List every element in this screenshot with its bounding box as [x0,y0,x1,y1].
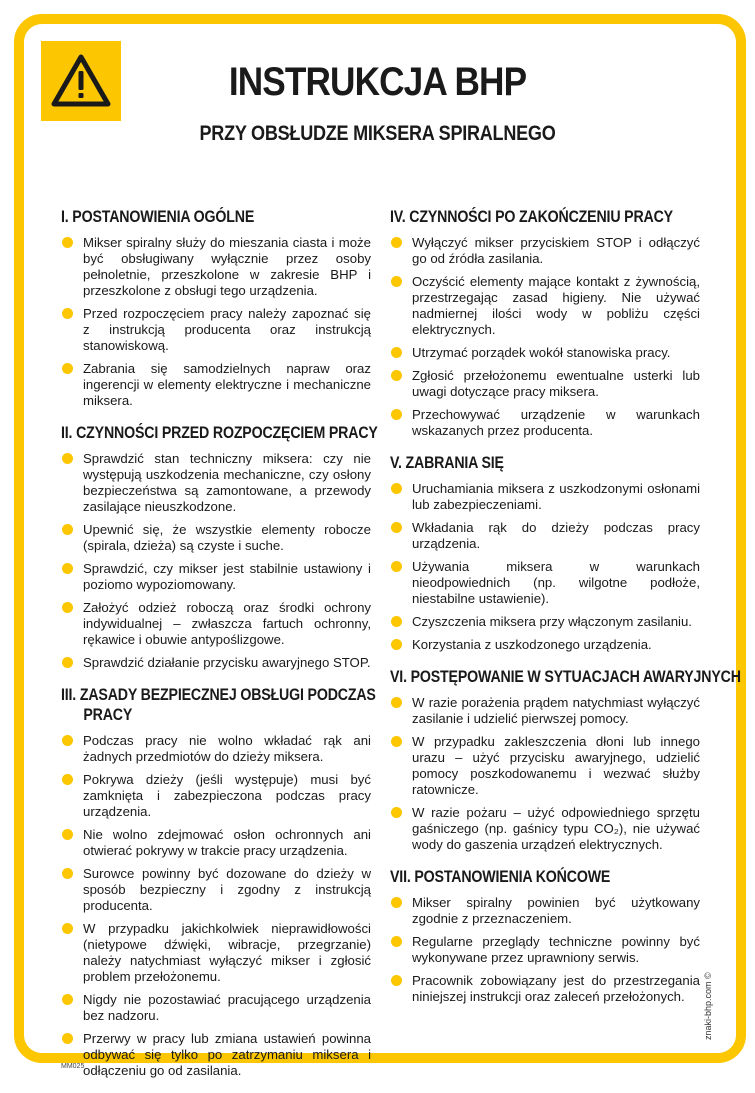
instruction-section [390,667,741,853]
instruction-section [390,207,700,439]
list-item-text: Zgłosić przełożonemu ewentualne usterki lub uwagi dotyczące pracy miksera. [412,368,700,399]
list-item-text: W przypadku zakleszczenia dłoni lub innego urazu – użyć przycisku awaryjnego, udzielić pomocy poszkodowanemu i wezwać służby ratownicze. [412,734,700,797]
list-item-text: Przechowywać urządzenie w warunkach wskazanych przez producenta. [412,407,700,438]
list-item [390,973,700,1005]
list-item [390,274,700,338]
section-list [390,235,700,439]
list-item [390,520,700,552]
bullet-dot-icon [62,308,73,319]
bullet-dot-icon [62,453,73,464]
list-item-text: Pokrywa dzieży (jeśli występuje) musi być zamknięta i zabezpieczona podczas pracy urządzenia. [83,772,371,819]
list-item-text: Założyć odzież roboczą oraz środki ochrony indywidualnej – zwłaszcza fartuch ochronny, rękawice i obuwie antypoślizgowe. [83,600,371,647]
list-item [61,235,371,299]
list-item-text: W razie porażenia prądem natychmiast wyłączyć zasilanie i udzielić pierwszej pomocy. [412,695,700,726]
section-title-text: I. POSTANOWIENIA OGÓLNE [61,208,255,226]
bullet-dot-icon [62,994,73,1005]
list-item-text: Upewnić się, że wszystkie elementy robocze (spirala, dzieża) są czyste i suche. [83,522,371,553]
list-item [61,522,371,554]
list-item-text: Przerwy w pracy lub zmiana ustawień powinna odbywać się tylko po zatrzymaniu miksera i odłączeniu go od zasilania. [83,1031,371,1078]
list-item [61,361,371,409]
list-item-text: Utrzymać porządek wokół stanowiska pracy. [412,345,671,360]
bullet-dot-icon [391,936,402,947]
bullet-dot-icon [391,736,402,747]
bullet-dot-icon [391,697,402,708]
list-item [61,827,371,859]
list-item-text: Regularne przeglądy techniczne powinny być wykonywane przez uprawniony serwis. [412,934,700,965]
bullet-dot-icon [62,923,73,934]
instruction-section [61,423,378,671]
section-title [61,685,376,725]
bullet-dot-icon [62,735,73,746]
section-list [61,733,371,1079]
list-item [390,614,700,630]
list-item [61,772,371,820]
list-item-text: Uruchamiania miksera z uszkodzonymi osłonami lub zabezpieczeniami. [412,481,700,512]
instruction-section [61,685,376,1079]
section-list [61,451,371,671]
section-title [61,207,328,227]
list-item [61,992,371,1024]
list-item [390,407,700,439]
left-column [61,207,378,1093]
list-item [390,934,700,966]
bullet-dot-icon [62,237,73,248]
list-item-text: Wkładania rąk do dzieży podczas pracy urządzenia. [412,520,700,551]
instruction-section [390,453,700,653]
list-item [61,600,371,648]
bullet-dot-icon [391,237,402,248]
list-item [390,895,700,927]
list-item-text: Czyszczenia miksera przy włączonym zasilaniu. [412,614,692,629]
bullet-dot-icon [391,561,402,572]
bullet-dot-icon [62,868,73,879]
list-item [61,561,371,593]
section-title-text: IV. CZYNNOŚCI PO ZAKOŃCZENIU PRACY [390,208,673,226]
list-item-text: Sprawdzić stan techniczny miksera: czy nie występują uszkodzenia mechaniczne, czy osłony bezpieczeństwa są zamontowane, a przewody zasilające nieuszkodzone. [83,451,371,514]
bullet-dot-icon [391,370,402,381]
section-title [61,423,378,443]
list-item [390,235,700,267]
list-item [390,368,700,400]
instruction-section [61,207,371,409]
list-item-text: Mikser spiralny służy do mieszania ciasta i może być obsługiwany wyłącznie przez osoby pełnoletnie, przeszkolone w zakresie BHP i przeszkolone z obsługi tego urządzenia. [83,235,371,298]
bullet-dot-icon [62,602,73,613]
section-title [390,667,741,687]
list-item [61,1031,371,1079]
bullet-dot-icon [391,807,402,818]
copyright-note: znaki-bhp.com © [703,972,713,1040]
list-item [390,805,700,853]
list-item-text: Używania miksera w warunkach nieodpowiednich (np. wilgotne podłoże, niestabilne ustawienie). [412,559,700,606]
list-item-text: W razie pożaru – użyć odpowiedniego sprzętu gaśniczego (np. gaśnicy typu CO₂), nie używać wody do gaszenia urządzeń elektrycznych. [412,805,700,852]
list-item [390,481,700,513]
list-item [390,345,700,361]
list-item [61,733,371,765]
list-item-text: Wyłączyć mikser przyciskiem STOP i odłączyć go od źródła zasilania. [412,235,700,266]
list-item-text: Korzystania z uszkodzonego urządzenia. [412,637,652,652]
bullet-dot-icon [62,657,73,668]
warning-triangle-icon [50,53,112,109]
bullet-dot-icon [391,897,402,908]
list-item [390,695,700,727]
bullet-dot-icon [391,276,402,287]
section-title [390,207,673,227]
list-item-text: Sprawdzić działanie przycisku awaryjnego STOP. [83,655,371,670]
list-item-text: W przypadku jakichkolwiek nieprawidłowości (nietypowe dźwięki, wibracje, przegrzanie) należy natychmiast wyłączyć mikser i zgłosić problem przełożonemu. [83,921,371,984]
section-title-text: VI. POSTĘPOWANIE W SYTUACJACH AWARYJNYCH [390,668,741,686]
list-item-text: Zabrania się samodzielnych napraw oraz ingerencji w elementy elektryczne i mechaniczne miksera. [83,361,371,408]
section-list [61,235,371,409]
section-title-text: V. ZABRANIA SIĘ [390,454,504,472]
list-item-text: Surowce powinny być dozowane do dzieży w sposób bezpieczny i zgodny z instrukcją producenta. [83,866,371,913]
list-item-text: Pracownik zobowiązany jest do przestrzegania niniejszej instrukcji oraz zaleceń przełożonych. [412,973,700,1004]
bullet-dot-icon [391,409,402,420]
list-item [61,451,371,515]
bullet-dot-icon [62,774,73,785]
list-item-text: Nie wolno zdejmować osłon ochronnych ani otwierać pokrywy w trakcie pracy urządzenia. [83,827,371,858]
list-item-text: Oczyścić elementy mające kontakt z żywnością, przestrzegając zasad higieny. Nie używać nadmiernej ilości wody w pobliżu części elektrycznych. [412,274,700,337]
section-title-text: III. ZASADY BEZPIECZNEJ OBSŁUGI PODCZAS [61,686,376,704]
list-item-text: Sprawdzić, czy mikser jest stabilnie ustawiony i poziomo wypoziomowany. [83,561,371,592]
list-item [390,559,700,607]
bullet-dot-icon [62,524,73,535]
section-title-text: II. CZYNNOŚCI PRZED ROZPOCZĘCIEM PRACY [61,424,378,442]
page-title: INSTRUKCJA BHP [228,60,527,104]
list-item-text: Nigdy nie pozostawiać pracującego urządzenia bez nadzoru. [83,992,371,1023]
bullet-dot-icon [391,483,402,494]
bullet-dot-icon [391,522,402,533]
page-subtitle: PRZY OBSŁUDZE MIKSERA SPIRALNEGO [199,122,556,145]
bullet-dot-icon [62,1033,73,1044]
section-list [390,481,700,653]
section-title-text: VII. POSTANOWIENIA KOŃCOWE [390,868,611,886]
bullet-dot-icon [62,363,73,374]
list-item-text: Podczas pracy nie wolno wkładać rąk ani żadnych przedmiotów do dzieży miksera. [83,733,371,764]
list-item [61,866,371,914]
bullet-dot-icon [62,829,73,840]
list-item [390,637,700,653]
section-title [390,867,657,887]
instruction-section [390,867,700,1005]
list-item-text: Mikser spiralny powinien być użytkowany zgodnie z przeznaczeniem. [412,895,700,926]
bullet-dot-icon [62,563,73,574]
list-item-text: Przed rozpoczęciem pracy należy zapoznać się z instrukcją producenta oraz instrukcją stanowiskową. [83,306,371,353]
product-code: MM025 [61,1063,85,1070]
list-item [61,921,371,985]
bullet-dot-icon [391,616,402,627]
list-item [390,734,700,798]
section-list [390,695,700,853]
section-title [390,453,657,473]
list-item [61,306,371,354]
list-item [61,655,371,671]
section-list [390,895,700,1005]
warning-sign [41,41,121,121]
bullet-dot-icon [391,975,402,986]
section-title-continuation: PRACY [83,706,133,724]
bullet-dot-icon [391,639,402,650]
bullet-dot-icon [391,347,402,358]
